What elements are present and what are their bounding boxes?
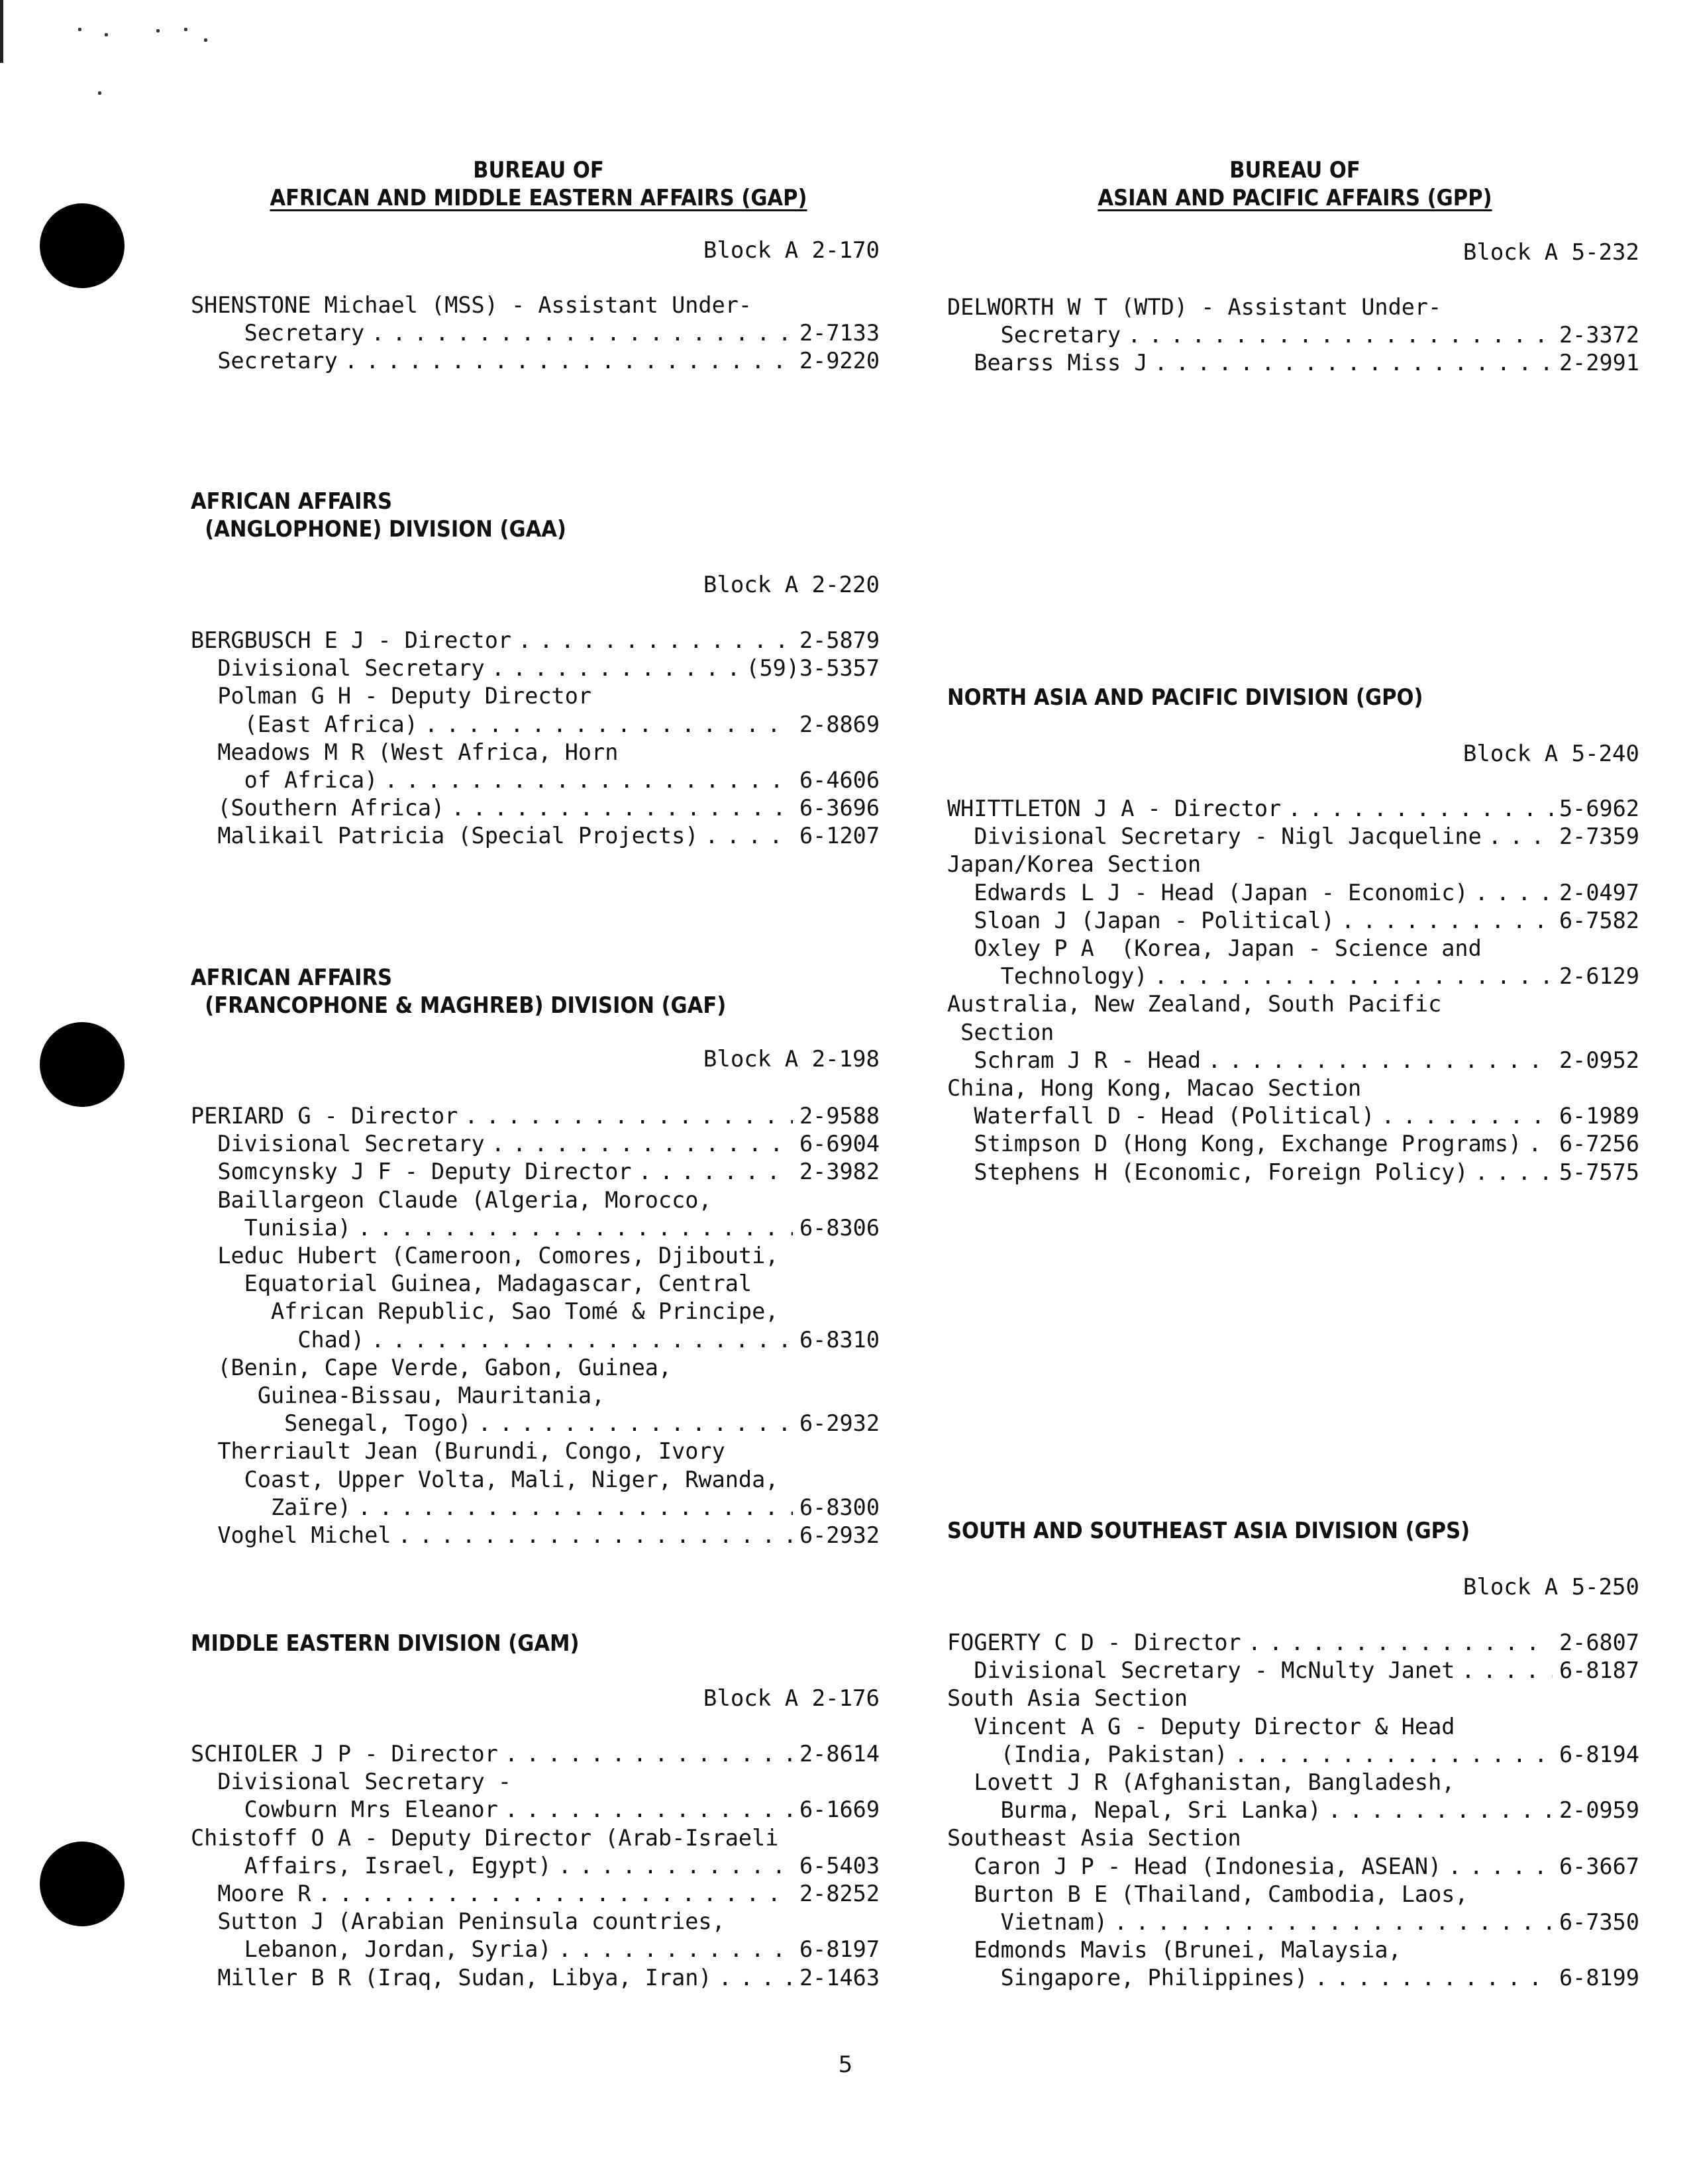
entry-phone: 5-7575 bbox=[1559, 1159, 1639, 1185]
directory-entry bbox=[191, 739, 880, 766]
directory-entry bbox=[947, 293, 1639, 321]
entry-label: Somcynsky J F - Deputy Director bbox=[191, 1159, 632, 1185]
entry-list-gaa bbox=[191, 627, 880, 851]
directory-entry bbox=[191, 1768, 880, 1796]
directory-entry bbox=[191, 766, 880, 794]
entry-label: Oxley P A (Korea, Japan - Science and bbox=[947, 935, 1482, 962]
dot-leader bbox=[1127, 321, 1553, 349]
entry-label: (Benin, Cape Verde, Gabon, Guinea, bbox=[191, 1354, 672, 1380]
entry-phone: 2-0497 bbox=[1559, 879, 1639, 906]
block-location: Block A 5-232 bbox=[1462, 239, 1639, 266]
entry-label: Malikail Patricia (Special Projects) bbox=[191, 823, 699, 849]
directory-entry bbox=[191, 1936, 880, 1963]
entry-list-gap bbox=[191, 291, 880, 376]
entry-label: Leduc Hubert (Cameroon, Comores, Djibouti, bbox=[191, 1243, 779, 1269]
entry-label: Bearss Miss J bbox=[947, 350, 1148, 376]
directory-entry bbox=[191, 1354, 880, 1382]
entry-label: Stimpson D (Hong Kong, Exchange Programs) bbox=[947, 1131, 1522, 1157]
dot-leader bbox=[491, 654, 740, 682]
entry-phone: 6-2932 bbox=[799, 1410, 880, 1437]
entry-phone: 6-8300 bbox=[799, 1494, 880, 1520]
directory-entry bbox=[191, 1824, 880, 1852]
dot-leader bbox=[1114, 1908, 1553, 1936]
dot-leader bbox=[1381, 1102, 1553, 1130]
entry-label: Meadows M R (West Africa, Horn bbox=[191, 739, 619, 765]
entry-label: Therriault Jean (Burundi, Congo, Ivory bbox=[191, 1438, 725, 1465]
heading-line1: SOUTH AND SOUTHEAST ASIA DIVISION (GPS) bbox=[947, 1518, 1470, 1544]
directory-entry bbox=[191, 1852, 880, 1880]
directory-entry bbox=[947, 879, 1639, 907]
entry-label: Japan/Korea Section bbox=[947, 851, 1202, 878]
block-location: Block A 5-250 bbox=[1462, 1574, 1639, 1600]
entry-phone: 2-9220 bbox=[799, 348, 880, 374]
entry-label: (East Africa) bbox=[191, 711, 418, 737]
directory-entry bbox=[947, 795, 1639, 823]
entry-list-gam bbox=[191, 1740, 880, 1992]
dot-leader bbox=[719, 1964, 793, 1992]
entry-phone: 2-7133 bbox=[799, 320, 880, 346]
dot-leader bbox=[451, 794, 793, 822]
entry-label: Sloan J (Japan - Political) bbox=[947, 907, 1335, 933]
entry-phone: 2-6129 bbox=[1559, 963, 1639, 990]
entry-label: Section bbox=[947, 1019, 1054, 1045]
entry-phone: 2-1463 bbox=[799, 1964, 880, 1991]
dot-leader bbox=[1154, 962, 1553, 990]
entry-label: Caron J P - Head (Indonesia, ASEAN) bbox=[947, 1853, 1442, 1879]
entry-label: Divisional Secretary bbox=[191, 655, 485, 682]
entry-phone: 6-2932 bbox=[799, 1522, 880, 1549]
block-location: Block A 5-240 bbox=[1462, 741, 1639, 767]
dot-leader bbox=[639, 1158, 793, 1186]
entry-label: Moore R bbox=[191, 1881, 311, 1907]
dot-leader bbox=[558, 1936, 793, 1963]
directory-entry bbox=[947, 1741, 1639, 1769]
dot-leader bbox=[344, 347, 793, 375]
entry-label: Tunisia) bbox=[191, 1214, 352, 1241]
scan-speck bbox=[184, 28, 187, 31]
entry-phone: 6-8187 bbox=[1559, 1657, 1639, 1684]
dot-leader bbox=[705, 822, 793, 850]
entry-label: Southeast Asia Section bbox=[947, 1825, 1241, 1851]
directory-entry bbox=[947, 1853, 1639, 1881]
directory-entry bbox=[947, 1964, 1639, 1992]
entry-phone: 6-4606 bbox=[799, 767, 880, 794]
entry-label: BERGBUSCH E J - Director bbox=[191, 627, 512, 653]
entry-phone: 6-7582 bbox=[1559, 907, 1639, 933]
entry-label: Senegal, Togo) bbox=[191, 1410, 472, 1437]
directory-entry bbox=[191, 347, 880, 375]
entry-label: South Asia Section bbox=[947, 1685, 1188, 1712]
entry-label: of Africa) bbox=[191, 767, 378, 794]
dot-leader bbox=[1328, 1796, 1553, 1824]
directory-entry bbox=[191, 1796, 880, 1824]
entry-phone: 2-8869 bbox=[799, 711, 880, 737]
entry-phone: 5-6962 bbox=[1559, 796, 1639, 821]
entry-phone: 6-7350 bbox=[1559, 1909, 1639, 1936]
directory-entry bbox=[191, 1908, 880, 1936]
entry-label: Voghel Michel bbox=[191, 1522, 391, 1549]
scan-speck bbox=[156, 29, 160, 32]
entry-phone: 2-8252 bbox=[799, 1881, 880, 1907]
dot-leader bbox=[1207, 1047, 1553, 1074]
dot-leader bbox=[1448, 1853, 1553, 1881]
entry-label: Zaïre) bbox=[191, 1494, 352, 1520]
entry-label: Lovett J R (Afghanistan, Bangladesh, bbox=[947, 1769, 1455, 1796]
directory-entry bbox=[947, 1130, 1639, 1158]
entry-list-gpo bbox=[947, 795, 1639, 1186]
entry-label: Technology) bbox=[947, 963, 1148, 990]
dot-leader bbox=[371, 319, 793, 347]
dot-leader bbox=[358, 1214, 793, 1242]
directory-entry bbox=[947, 1159, 1639, 1186]
dot-leader bbox=[1288, 795, 1553, 823]
entry-phone: 6-1669 bbox=[799, 1796, 880, 1823]
entry-phone: 2-5879 bbox=[799, 627, 880, 653]
dot-leader bbox=[505, 1740, 793, 1768]
entry-label: Divisional Secretary - McNulty Janet bbox=[947, 1657, 1455, 1684]
entry-list-gaf bbox=[191, 1102, 880, 1549]
directory-entry bbox=[191, 1437, 880, 1465]
scan-edge-mark bbox=[0, 0, 3, 63]
entry-phone: 2-0952 bbox=[1559, 1047, 1639, 1073]
entry-phone: 6-1207 bbox=[799, 823, 880, 849]
bureau-heading-gpp bbox=[947, 156, 1643, 212]
entry-phone: 6-8194 bbox=[1559, 1741, 1639, 1767]
entry-label: Burma, Nepal, Sri Lanka) bbox=[947, 1797, 1321, 1824]
entry-label: Stephens H (Economic, Foreign Policy) bbox=[947, 1159, 1468, 1185]
directory-entry bbox=[191, 1270, 880, 1298]
directory-entry bbox=[947, 935, 1639, 962]
entry-label: Polman G H - Deputy Director bbox=[191, 683, 592, 709]
entry-phone: 6-8306 bbox=[799, 1214, 880, 1241]
entry-label: Vincent A G - Deputy Director & Head bbox=[947, 1713, 1455, 1740]
directory-entry bbox=[947, 1824, 1639, 1852]
entry-label: Chad) bbox=[191, 1326, 365, 1353]
entry-label: Equatorial Guinea, Madagascar, Central bbox=[191, 1271, 752, 1297]
directory-entry bbox=[191, 627, 880, 654]
page-number: 5 bbox=[838, 2052, 853, 2078]
directory-entry bbox=[191, 1326, 880, 1354]
entry-label: Edmonds Mavis (Brunei, Malaysia, bbox=[947, 1937, 1402, 1963]
directory-entry bbox=[191, 1740, 880, 1768]
entry-phone: 6-3667 bbox=[1559, 1853, 1639, 1879]
heading-line2: (FRANCOPHONE & MAGHREB) DIVISION (GAF) bbox=[191, 992, 727, 1019]
directory-entry bbox=[947, 349, 1639, 377]
entry-phone: 6-7256 bbox=[1559, 1131, 1639, 1157]
scan-speck bbox=[98, 91, 101, 95]
entry-label: China, Hong Kong, Macao Section bbox=[947, 1075, 1362, 1102]
division-heading-gaf bbox=[191, 964, 726, 1019]
directory-entry bbox=[191, 291, 880, 319]
entry-phone: 6-8199 bbox=[1559, 1965, 1639, 1991]
directory-entry bbox=[191, 1410, 880, 1437]
directory-entry bbox=[947, 321, 1639, 349]
entry-label: SHENSTONE Michael (MSS) - Assistant Under- bbox=[191, 292, 752, 318]
entry-phone: 6-1989 bbox=[1559, 1103, 1639, 1129]
dot-leader bbox=[398, 1522, 793, 1549]
entry-label: Baillargeon Claude (Algeria, Morocco, bbox=[191, 1186, 712, 1213]
entry-label: (Southern Africa) bbox=[191, 795, 445, 821]
entry-phone: 2-0959 bbox=[1559, 1797, 1639, 1824]
entry-label: Secretary bbox=[191, 348, 338, 374]
entry-list-gpp bbox=[947, 293, 1639, 378]
directory-entry bbox=[947, 907, 1639, 935]
dot-leader bbox=[1475, 1159, 1553, 1186]
dot-leader bbox=[518, 627, 793, 654]
bureau-line1: BUREAU OF bbox=[473, 157, 604, 183]
dot-leader bbox=[1154, 349, 1553, 377]
directory-entry bbox=[191, 1102, 880, 1130]
dot-leader bbox=[1475, 879, 1553, 907]
entry-phone: 2-3372 bbox=[1559, 322, 1639, 348]
dot-leader bbox=[371, 1326, 793, 1354]
entry-label: Affairs, Israel, Egypt) bbox=[191, 1852, 552, 1879]
directory-entry bbox=[191, 1964, 880, 1992]
punch-hole bbox=[40, 1022, 125, 1107]
directory-entry bbox=[947, 962, 1639, 990]
division-heading-gaa bbox=[191, 488, 566, 543]
entry-label: Secretary bbox=[947, 322, 1121, 348]
directory-entry bbox=[947, 1102, 1639, 1130]
dot-leader bbox=[1248, 1629, 1553, 1657]
entry-label: Vietnam) bbox=[947, 1909, 1108, 1936]
entry-label: Chistoff O A - Deputy Director (Arab-Israeli bbox=[191, 1824, 779, 1851]
entry-label: Guinea-Bissau, Mauritania, bbox=[191, 1382, 605, 1409]
heading-line1: AFRICAN AFFAIRS bbox=[191, 964, 393, 991]
block-location: Block A 2-220 bbox=[703, 572, 880, 598]
punch-hole bbox=[40, 203, 125, 288]
directory-entry bbox=[191, 1298, 880, 1326]
directory-entry bbox=[191, 822, 880, 850]
dot-leader bbox=[384, 766, 793, 794]
directory-entry bbox=[947, 1685, 1639, 1712]
directory-entry bbox=[191, 1880, 880, 1908]
punch-hole bbox=[40, 1842, 125, 1926]
entry-phone: 2-8614 bbox=[799, 1741, 880, 1767]
directory-entry bbox=[191, 654, 880, 682]
entry-label: (India, Pakistan) bbox=[947, 1741, 1228, 1767]
directory-entry bbox=[947, 990, 1639, 1018]
dot-leader bbox=[318, 1880, 793, 1908]
directory-entry bbox=[191, 794, 880, 822]
entry-phone: 6-5403 bbox=[799, 1852, 880, 1879]
entry-label: Australia, New Zealand, South Pacific bbox=[947, 991, 1442, 1017]
entry-label: FOGERTY C D - Director bbox=[947, 1630, 1241, 1655]
entry-label: Divisional Secretary bbox=[191, 1131, 485, 1157]
block-location: Block A 2-176 bbox=[703, 1685, 880, 1712]
entry-phone: 6-8310 bbox=[799, 1326, 880, 1353]
entry-phone: 6-6904 bbox=[799, 1131, 880, 1157]
division-heading-gam bbox=[191, 1630, 579, 1657]
directory-entry bbox=[191, 1214, 880, 1242]
directory-entry bbox=[947, 1881, 1639, 1908]
dot-leader bbox=[478, 1410, 793, 1437]
dot-leader bbox=[1461, 1657, 1553, 1685]
directory-entry bbox=[947, 851, 1639, 878]
entry-phone: 2-6807 bbox=[1559, 1630, 1639, 1655]
heading-line2: (ANGLOPHONE) DIVISION (GAA) bbox=[191, 516, 566, 543]
directory-entry bbox=[191, 1494, 880, 1522]
entry-label: Singapore, Philippines) bbox=[947, 1965, 1308, 1991]
dot-leader bbox=[1528, 1130, 1553, 1158]
scan-speck bbox=[105, 33, 108, 36]
directory-entry bbox=[191, 1466, 880, 1494]
directory-entry bbox=[947, 1019, 1639, 1047]
entry-label: Divisional Secretary - Nigl Jacqueline bbox=[947, 823, 1482, 850]
directory-entry bbox=[947, 1713, 1639, 1741]
entry-label: PERIARD G - Director bbox=[191, 1103, 458, 1129]
bureau-line2: AFRICAN AND MIDDLE EASTERN AFFAIRS (GAP) bbox=[270, 185, 807, 211]
directory-entry bbox=[947, 1908, 1639, 1936]
directory-entry bbox=[947, 1936, 1639, 1964]
directory-entry bbox=[191, 711, 880, 739]
entry-label: Edwards L J - Head (Japan - Economic) bbox=[947, 879, 1468, 906]
dot-leader bbox=[491, 1130, 793, 1158]
entry-label: Secretary bbox=[191, 320, 365, 346]
directory-entry bbox=[947, 1769, 1639, 1796]
entry-label: Schram J R - Head bbox=[947, 1047, 1202, 1073]
heading-line1: NORTH ASIA AND PACIFIC DIVISION (GPO) bbox=[947, 684, 1423, 711]
directory-entry bbox=[191, 682, 880, 710]
bureau-heading-gap bbox=[191, 156, 886, 212]
directory-entry bbox=[191, 1382, 880, 1410]
entry-label: Cowburn Mrs Eleanor bbox=[191, 1796, 498, 1823]
heading-line1: MIDDLE EASTERN DIVISION (GAM) bbox=[191, 1630, 580, 1657]
entry-label: WHITTLETON J A - Director bbox=[947, 796, 1282, 821]
entry-label: African Republic, Sao Tomé & Principe, bbox=[191, 1298, 779, 1325]
directory-entry bbox=[947, 823, 1639, 851]
division-heading-gps bbox=[947, 1517, 1470, 1545]
block-location: Block A 2-170 bbox=[703, 237, 880, 264]
directory-entry bbox=[947, 1074, 1639, 1102]
entry-label: SCHIOLER J P - Director bbox=[191, 1741, 498, 1767]
directory-entry bbox=[191, 1130, 880, 1158]
dot-leader bbox=[1315, 1964, 1553, 1992]
entry-phone: 2-3982 bbox=[799, 1159, 880, 1185]
entry-label: Waterfall D - Head (Political) bbox=[947, 1103, 1375, 1129]
bureau-line1: BUREAU OF bbox=[1229, 157, 1360, 183]
block-location: Block A 2-198 bbox=[703, 1046, 880, 1072]
dot-leader bbox=[425, 711, 793, 739]
entry-phone: 6-8197 bbox=[799, 1936, 880, 1963]
dot-leader bbox=[505, 1796, 793, 1824]
entry-label: Burton B E (Thailand, Cambodia, Laos, bbox=[947, 1881, 1468, 1907]
entry-label: DELWORTH W T (WTD) - Assistant Under- bbox=[947, 294, 1442, 320]
directory-entry bbox=[191, 1242, 880, 1270]
entry-phone: 2-2991 bbox=[1559, 350, 1639, 376]
directory-entry bbox=[191, 1186, 880, 1214]
scan-speck bbox=[78, 28, 81, 31]
directory-entry bbox=[947, 1657, 1639, 1685]
entry-label: Lebanon, Jordan, Syria) bbox=[191, 1936, 552, 1963]
entry-phone: 6-3696 bbox=[799, 795, 880, 821]
entry-label: Sutton J (Arabian Peninsula countries, bbox=[191, 1908, 725, 1935]
directory-entry bbox=[191, 1522, 880, 1549]
dot-leader bbox=[358, 1494, 793, 1522]
dot-leader bbox=[1341, 907, 1553, 935]
heading-line1: AFRICAN AFFAIRS bbox=[191, 488, 393, 515]
dot-leader bbox=[464, 1102, 793, 1130]
directory-entry bbox=[947, 1047, 1639, 1074]
entry-label: Coast, Upper Volta, Mali, Niger, Rwanda, bbox=[191, 1466, 779, 1492]
scan-speck bbox=[204, 38, 207, 42]
entry-label: Miller B R (Iraq, Sudan, Libya, Iran) bbox=[191, 1964, 712, 1991]
directory-entry bbox=[191, 1158, 880, 1186]
bureau-line2: ASIAN AND PACIFIC AFFAIRS (GPP) bbox=[1098, 185, 1492, 211]
entry-phone: 2-9588 bbox=[799, 1103, 880, 1129]
division-heading-gpo bbox=[947, 684, 1423, 711]
directory-entry bbox=[191, 319, 880, 347]
dot-leader bbox=[1235, 1741, 1553, 1769]
dot-leader bbox=[1488, 823, 1553, 851]
directory-entry bbox=[947, 1796, 1639, 1824]
entry-phone: (59)3-5357 bbox=[746, 655, 880, 682]
dot-leader bbox=[558, 1852, 793, 1880]
entry-phone: 2-7359 bbox=[1559, 823, 1639, 850]
entry-list-gps bbox=[947, 1629, 1639, 1993]
directory-entry bbox=[947, 1629, 1639, 1657]
entry-label: Divisional Secretary - bbox=[191, 1769, 512, 1795]
